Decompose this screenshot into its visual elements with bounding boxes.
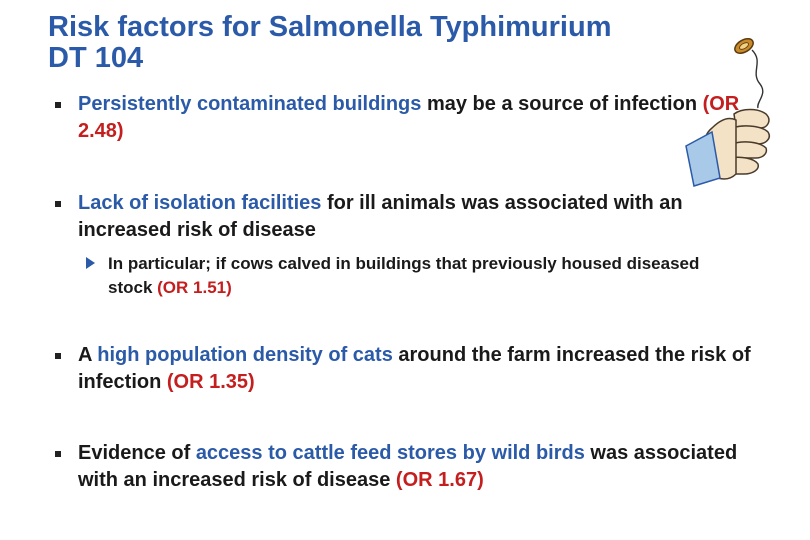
bullet-item-4 [55, 440, 775, 494]
square-bullet-icon [55, 201, 61, 207]
square-bullet-icon [55, 102, 61, 108]
bullet-highlight-3: high population density of cats [97, 344, 393, 366]
slide-title [48, 12, 688, 74]
square-bullet-icon [55, 353, 61, 359]
arrow-triangle-bullet-icon [86, 257, 95, 269]
bullet-body-3: around the farm increased the risk of infection [78, 344, 751, 393]
bullet-highlight-4: access to cattle feed stores by wild birds [195, 442, 585, 464]
odds-ratio-3: (OR 1.35) [166, 371, 255, 393]
bullet-item-1 [55, 91, 775, 145]
square-bullet-icon [55, 451, 61, 457]
odds-ratio-1: (OR 2.48) [78, 93, 740, 142]
odds-ratio-sub: (OR 1.51) [157, 278, 232, 297]
sub-bullet-text [108, 252, 726, 300]
slide-title-line-1: Risk factors for Salmonella Typhimurium [48, 11, 612, 43]
sub-bullet-body: In particular; if cows calved in buildings that previously housed diseased stock [108, 254, 700, 297]
slide-title-line-2: DT 104 [48, 42, 144, 74]
bullet-text-4 [78, 440, 775, 494]
bullet-text-3 [78, 342, 775, 396]
bullet-text-2 [78, 190, 775, 244]
sub-bullet-item [86, 252, 726, 300]
odds-ratio-4: (OR 1.67) [395, 469, 484, 491]
bullet-text-1 [78, 91, 775, 145]
bullet-highlight-2: Lack of isolation facilities [78, 192, 322, 214]
bullet-item-2 [55, 190, 775, 244]
bullet-body-1: may be a source of infection [421, 93, 703, 115]
bullet-highlight-1: Persistently contaminated buildings [78, 93, 422, 115]
bullet-body-2: for ill animals was associated with an increased risk of disease [78, 192, 683, 241]
bullet-prefix-4: Evidence of [78, 442, 196, 464]
bullet-prefix-3: A [78, 344, 98, 366]
bullet-item-3 [55, 342, 775, 396]
bullet-body-4: was associated with an increased risk of disease [78, 442, 738, 491]
